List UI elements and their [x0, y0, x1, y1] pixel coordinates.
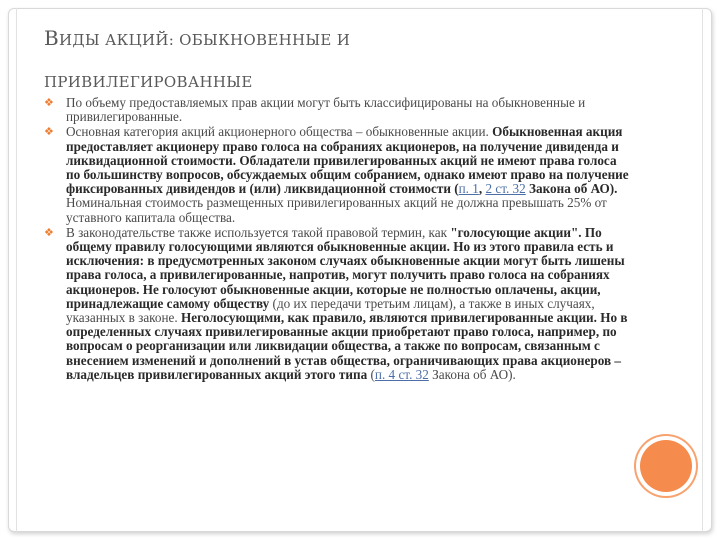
- bullet-2-lead: Основная категория акций акционерного общества – обыкновенные акции.: [66, 124, 489, 140]
- orange-circle-decoration: [640, 440, 692, 492]
- bullet-3-paren: (: [367, 366, 375, 382]
- slide-title: [44, 18, 644, 102]
- bullet-item-1: [44, 96, 634, 124]
- bullet-2-note: Номинальная стоимость размещенных привилегированных акций не должна превышать 25% от уставного капитала общества.: [66, 195, 607, 225]
- bullet-2-bold: Обыкновенная акция предоставляет акционеру право голоса на собраниях акционеров, на получение дивиденда и ликвидационной стоимости. Обладатели привилегированных акций не имеют права голоса по большинству вопросов, обсуждаемых общим собранием, однако имеют право на получение фиксированных дивидендов и (или) ликвидационной стоимости (: [66, 124, 629, 197]
- law-link-p1[interactable]: п. 1: [458, 181, 479, 197]
- frame-right-rule: [702, 8, 703, 532]
- title-rest: ИДЫ АКЦИЙ: ОБЫКНОВЕННЫЕ И: [59, 31, 351, 49]
- bullet-3-bold-2: Неголосующими, как правило, являются привилегированные акции. Но в определенных случаях привилегированные акции приобретают право голоса, например, по вопросам о реорганизации или ликвидации общества, а также по вопросам, связанным с внесением изменений и дополнений в устав общества, ограничивающих права акционеров – владельцев привилегированных акций этого типа: [66, 310, 628, 382]
- bullet-2-tail: Закона об АО).: [525, 181, 618, 197]
- bullet-item-2: [44, 125, 634, 224]
- bullet-diamond-icon: ❖: [44, 125, 54, 139]
- law-link-p2-art32[interactable]: 2 ст. 32: [485, 181, 526, 197]
- bullet-1-text: По объему предоставляемых прав акции могут быть классифицированы на обыкновенные и привилегированные.: [66, 95, 586, 125]
- bullet-diamond-icon: ❖: [44, 96, 54, 109]
- bullet-3-lead: В законодательстве также используется такой правовой термин, как: [66, 224, 451, 240]
- slide-body: [44, 96, 634, 383]
- bullet-diamond-icon: ❖: [44, 225, 54, 239]
- law-link-p4-art32[interactable]: п. 4 ст. 32: [374, 366, 429, 382]
- bullet-3-tail: Закона об АО).: [428, 366, 516, 382]
- title-initial: В: [44, 26, 59, 50]
- frame-left-rule: [16, 8, 17, 532]
- bullet-3-light-1: (до их передачи третьим лицам), а также в иных случаях, указанных в законе.: [66, 295, 595, 326]
- bullet-2-sep: ,: [478, 181, 486, 197]
- bullet-item-3: [44, 226, 634, 382]
- title-line-2: ПРИВИЛЕГИРОВАННЫЕ: [44, 73, 253, 91]
- bullet-3-bold-1: "голосующие акции". По общему правилу голосующими являются обыкновенные акции. Но из этого правила есть и исключения: в предусмотренных законом случаях обыкновенные акции могут быть лишены права голоса, а привилегированные, напротив, могут получить право голоса на собраниях акционеров. Не голосуют обыкновенные акции, которые не полностью оплачены, акции, принадлежащие самому обществу: [66, 224, 625, 311]
